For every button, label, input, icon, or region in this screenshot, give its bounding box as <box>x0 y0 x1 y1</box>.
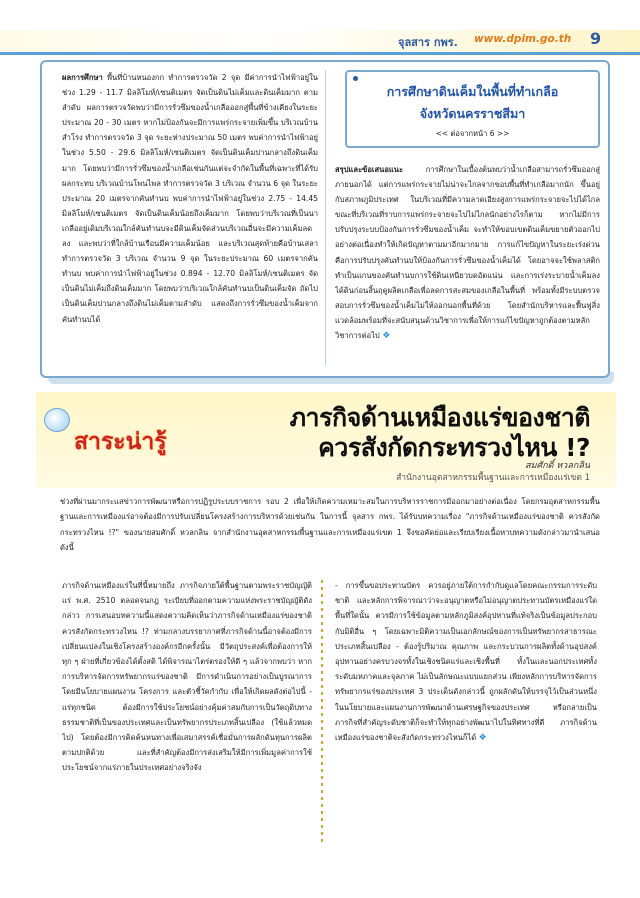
conclusion-heading: สรุปและข้อเสนอแนะ <box>335 165 404 174</box>
article1-left-column <box>62 70 318 370</box>
thought-bubble-icon <box>44 408 70 432</box>
article1-title-box <box>345 70 600 148</box>
article2-title-line2: ควรสังกัดกระทรวงไหน !? <box>318 433 590 462</box>
article2-intro: ช่วงที่ผ่านมากระแสข่าวการพัฒนาหรือการปฏิรูประบบราชการ รอบ 2 เพื่อให้เกิดความเหมาะสมในการบริหารราชการมีออกมาอย่างต่อเนื่อง โดยกรมอุตสาหกรรมพื้นฐานและการเหมืองแร่อาจต้องมีการปรับเปลี่ยนโครงสร้างการบริหารด้วยเช่นกัน ในการนี้ จุลสาร กพร. ได้รับบทความเรื่อง "ภารกิจด้านเหมืองแร่ของชาติ ควรสังกัดกระทรวงไหน !?" ของนายสมศักดิ์ หวลกลิน จากสำนักงานอุตสาหกรรมพื้นฐานและการเหมืองแร่เขต 1 จึงขอคัดย่อและเรียบเรียงเนื้อหาบทความดังกล่าวมานำเสนอ ดังนี้ <box>60 497 600 552</box>
header-rule <box>0 52 640 55</box>
end-diamond-icon-2: ❖ <box>478 733 487 744</box>
website-url[interactable]: www.dpim.go.th <box>474 33 572 45</box>
article2-right-column <box>335 578 597 863</box>
dotted-column-divider <box>321 580 323 842</box>
article2-author: สมศักดิ์ หวลกลิน <box>525 461 590 471</box>
article1-title-line2: จังหวัดนครราชสีมา <box>419 106 526 121</box>
article1-column-divider <box>325 70 326 365</box>
article2-left-column: ภารกิจด้านเหมืองแร่ในที่นี้หมายถึง ภารกิจภายใต้พื้นฐานตามพระราชบัญญัติแร่ พ.ศ. 2510 ตลอดจนกฎ ระเบียบที่ออกตามความแห่งพระราชบัญญัติดังกล่าว การเสนอบทความนี้แสดงความคิดเห็นว่าภารกิจด้านเหมืองแร่ของชาติ ควรสังกัดกระทรวงไหน !? ท่ามกลางบรรยากาศที่ภารกิจด้านนี้อาจต้องมีการเปลี่ยนแปลงในเชิงโครงสร้างองค์กรอีกครั้งนั้น มีวัตถุประสงค์เพื่อต้องการให้ทุก ๆ ฝ่ายที่เกี่ยวข้องได้ตั้งสติ ได้พิจารณาไตร่ตรองให้ดี ๆ แล้วจากพบว่า หากการบริหารจัดการทรัพยากรแร่ของชาติ มีการดำเนินการอย่างเป็นบูรณาการ โดยมีนโยบายแผนงาน โครงการ และตัวชี้วัดกำกับ เพื่อให้เกิดผลดังต่อไปนี้ - แร่ทุกชนิด ต้องมีการใช้ประโยชน์อย่างคุ้มค่าสมกับการเป็นวัตถุดิบทางธรรมชาติที่เป็นของประเทศและเป็นทรัพยากรประเภทสิ้นเปลือง (ใช้แล้วหมดไป) โดยต้องมีการคิดค้นหนทางเพื่อเสมาสรรค์เชื่อมั่นการผลักดันทุนการผลิตตามปกติด้วย และที่สำคัญต้องมีการส่งเสริมให้มีการเพิ่มมูลค่าการใช้ประโยชน์จากแร่ภายในประเทศอย่างจริงจัง <box>62 581 312 773</box>
article1-title-line1: การศึกษาดินเค็มในพื้นที่ทำเกลือ <box>386 84 559 99</box>
article2-title-line1: ภารกิจด้านเหมืองแร่ของชาติ <box>289 403 590 432</box>
conclusion-body: การศึกษาในเบื้องต้นพบว่าน้ำเกลือสามารถรั่วซึมออกสู่ภายนอกได้ แต่การแพร่กระจายไม่น่าจะไกลจากขอบพื้นที่ทำเกลือมากนัก ขึ้นอยู่กับสภาพภูมิประเทศ ในบริเวณที่มีความลาดเอียงสูงการแพร่กระจายจะไปได้ไกลขณะที่บริเวณที่ราบการแพร่กระจายจะไปไม่ไกลนักอย่างไรก็ตาม หากไม่มีการปรับปรุงระบบป้องกันการรั่วซึมของน้ำเค็ม จะทำให้ขอบเขตดินเค็มขยายตัวออกไปอย่างต่อเนื่องทำให้เกิดปัญหาตามมาอีกมากมาย การแก้ไขปัญหาในระยะเร่งด่วนคือการปรับปรุงคันทำนบให้ป้องกันการรั่วซึมของน้ำเค็มได้ โดยอาจจะใช้พลาสติกทำเป็นแกนของคันทำนบการใช้ดินเหนียวบดอัดแน่น และการเร่งระบายน้ำเค็มลงได้ดินก่อนสิ้นฤดูผลิตเกลือเพื่อลดการสะสมของเกลือในพื้นที่ พร้อมทั้งมีระบบตรวจสอบการรั่วซึมของน้ำเค็มไม่ให้ออกนอกพื้นที่ด้วย โดยสำนักบริหารและฟื้นฟูสิ่งแวดล้อมพร้อมที่จะสนับสนุนด้านวิชาการเพื่อให้การแก้ไขปัญหาถูกต้องตามหลักวิชาการต่อไป <box>335 165 600 341</box>
column-logo: สาระน่ารู้ <box>74 429 167 455</box>
results-heading: ผลการศึกษา <box>62 73 103 82</box>
page-number: 9 <box>590 29 602 48</box>
article2-affiliation: สำนักงานอุตสาหกรรมพื้นฐานและการเหมืองแร่เขต 1 <box>396 473 590 483</box>
continued-from-note: << ต่อจากหน้า 6 >> <box>435 129 510 138</box>
article1-right-column <box>335 162 600 372</box>
article2-right-body: - การขึ้นขอประทานบัตร ควรอยู่ภายใต้การกำกับดูแลโดยคณะกรรมการระดับชาติ และหลักการพิจารณาว่าจะอนุญาตหรือไม่อนุญาตประทานบัตรเหมืองแร่ใด พื้นที่ใดนั้น ควรมีการใช้ข้อมูลตามหลักภูมิสงค์อุปทานที่แท้จริงเป็นข้อมูลประกอบกับมิติอื่น ๆ โดยเฉพาะมิติความเป็นเอกลักษณ์ของการเป็นทรัพยากรสาธารณะประเภทสิ้นเปลือง - ต้องรู้ปริมาณ คุณภาพ และกระบวนการผลิตทั้งด้านอุปสงค์ อุปทานอย่างครบวงจรทั้งในเชิงชนิดแร่และเชิงพื้นที่ ทั้งในและนอกประเทศทั้งระดับมหภาคและจุลภาค ไม่เป็นลักษณะแบบแยกส่วน เพียงหลักการบริหารจัดการทรัพยากรแร่ของประเทศ 3 ประเด็นดังกล่าวนี้ ถูกผลักดันให้บรรจุไว้เป็นส่วนหนึ่งในนโยบายและแผนงานการพัฒนาด้านเศรษฐกิจของประเทศ หรือกลายเป็นภารกิจที่สำคัญระดับชาติก็จะทำให้ทุกอย่างพัฒนาไปในทิศทางที่ดี ภารกิจด้านเหมืองแร่ของชาติจะสังกัดกระทรวงไหนก็ได้ <box>335 581 597 743</box>
results-body: พื้นที่บ้านหนองกก ทำการตรวจวัด 2 จุด มีค่าการนำไฟฟ้าอยู่ในช่วง 1.29 - 11.7 มิลลิโมห์/เซนติเมตร จัดเป็นดินไม่เค็มและดินเค็มมาก ตามลำดับ ผลการตรวจวัดพบว่ามีการรั่วซึมของน้ำเกลือออกสู่พื้นที่ข้างเคียงในระยะประมาณ 20 - 30 เมตร หากไม่ป้องกันจะมีการแพร่กระจายเพิ่มขึ้น บริเวณบ้านสำโรง ทำการตรวจวัด 3 จุด ระยะห่างประมาณ 50 เมตร พบค่าการนำไฟฟ้าอยู่ในช่วง 5.50 - 29.6 มิลลิโมห์/เซนติเมตร จัดเป็นดินเค็มปานกลางถึงดินเค็มมาก โดยพบว่ามีการรั่วซึมของน้ำเกลือเช่นกันแต่จะจำกัดในพื้นที่เฉพาะที่ได้รับผลกระทบ บริเวณบ้านโพนไพล ทำการตรวจวัด 3 บริเวณ จำนวน 6 จุด ในระยะประมาณ 20 เมตรจากคันทำนบ พบค่าการนำไฟฟ้าอยู่ในช่วง 2.75 - 14.45 มิลลิโมห์/เซนติเมตร จัดเป็นดินเค็มน้อยถึงเค็มมาก โดยพบว่าบริเวณที่เป็นนาเกลืออยู่เดิมบริเวณใกล้คันทำนบจะมีดินเค็มจัดส่วนบริเวณอื่นจะมีความเค็มลดลง และพบว่าที่ใกล้บ้านเรือนมีความเค็มน้อย และบริเวณสุดท้ายคือบ้านเสลา ทำการตรวจวัด 3 บริเวณ จำนวน 9 จุด ในระยะประมาณ 60 เมตรจากคันทำนบ พบค่าการนำไฟฟ้าอยู่ในช่วง 0.894 - 12.70 มิลลิโมห์/เซนติเมตร จัดเป็นดินไม่เค็มถึงดินเค็มมาก โดยพบว่าบริเวณใกล้คันทำนบเป็นดินเค็มจัด ถัดไปเป็นดินเค็มปานกลางถึงดินไม่เค็มตามลำดับ แสดงถึงการรั่วซึมของน้ำเค็มจากคันทำนบได้ <box>62 73 318 324</box>
magazine-name: จุลสาร กพร. <box>398 36 458 49</box>
end-diamond-icon: ❖ <box>382 331 391 342</box>
